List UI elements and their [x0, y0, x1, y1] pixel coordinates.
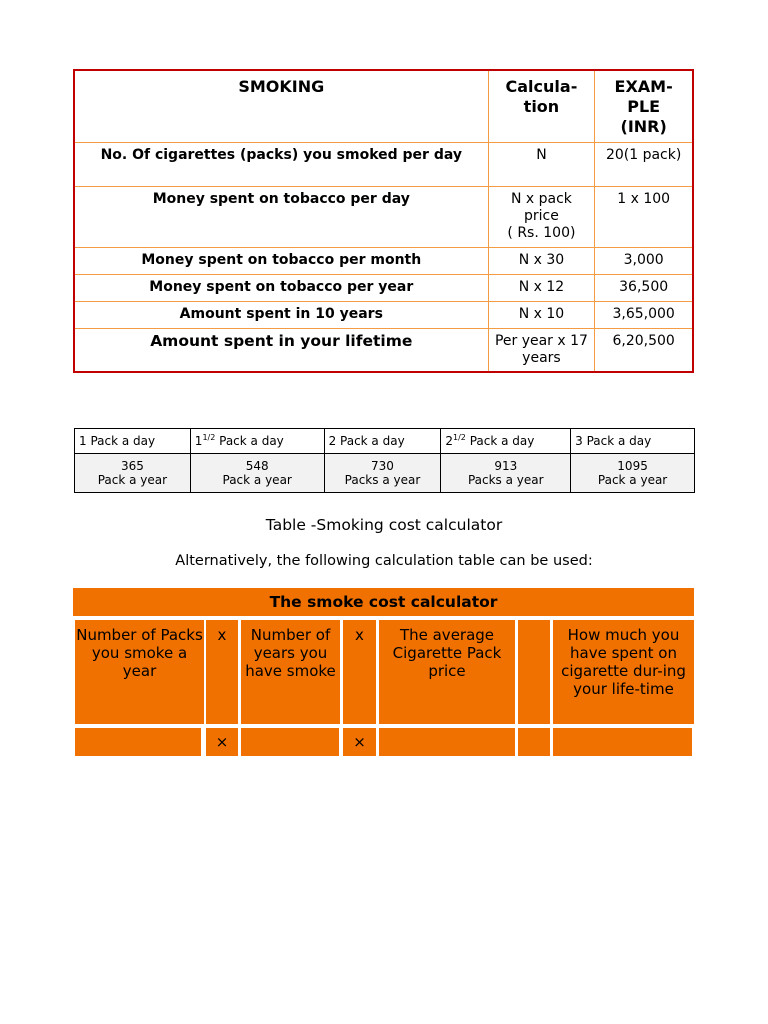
row-label: Money spent on tobacco per day — [74, 186, 488, 247]
row-calc: N — [488, 142, 595, 186]
pack-price-input[interactable] — [379, 728, 515, 756]
packs-value-unit: Pack a year — [222, 473, 292, 487]
header-smoking: SMOKING — [74, 70, 488, 142]
row-calc: Per year x 17 years — [488, 328, 595, 372]
packs-value — [324, 454, 441, 493]
packs-value — [441, 454, 571, 493]
packs-value-num: 548 — [245, 459, 269, 473]
row-calc — [488, 186, 595, 247]
total-spent-label: How much you have spent on cigarette dur-ing your life-time — [553, 620, 694, 724]
years-smoked-label: Number of years you have smoke — [241, 620, 340, 724]
row-label: Money spent on tobacco per month — [74, 247, 488, 274]
packs-value — [571, 454, 695, 493]
packs-value — [75, 454, 191, 493]
packs-header-text: Pack a day — [465, 434, 535, 448]
multiply-operator: × — [343, 728, 376, 756]
packs-per-year-table — [74, 428, 695, 493]
packs-header — [571, 429, 695, 454]
packs-value-num: 913 — [494, 459, 518, 473]
pack-price-label: The average Cigarette Pack price — [379, 620, 515, 724]
packs-value-num: 730 — [371, 459, 394, 473]
calculator-input-row — [73, 728, 694, 756]
packs-value-unit: Packs a year — [467, 473, 544, 487]
packs-value-unit: Pack a year — [597, 473, 668, 487]
packs-header-text: 1 Pack a day — [79, 434, 156, 448]
packs-per-year-input[interactable] — [75, 728, 201, 756]
packs-value-unit: Packs a year — [344, 473, 421, 487]
row-example: 3,65,000 — [595, 301, 693, 328]
smoking-cost-table — [73, 69, 694, 373]
multiply-operator: x — [206, 620, 238, 724]
row-calc: N x 30 — [488, 247, 595, 274]
packs-header-fraction: 1/2 — [453, 433, 466, 442]
row-calc-text: N x pack price ( Rs. 100) — [507, 190, 576, 241]
row-label: No. Of cigarettes (packs) you smoked per day — [74, 142, 488, 186]
row-label: Amount spent in your lifetime — [74, 328, 488, 372]
packs-header-text: 3 Pack a day — [575, 434, 652, 448]
packs-header-fraction: 1/2 — [202, 433, 216, 442]
packs-header-num: 2 — [445, 434, 454, 448]
packs-header — [75, 429, 191, 454]
total-spent-output[interactable] — [553, 728, 692, 756]
equals-operator — [518, 728, 550, 756]
calculator-title: The smoke cost calculator — [73, 588, 694, 616]
packs-header-num: 1 — [194, 434, 203, 448]
header-calculation-text: Calcula- tion — [505, 77, 578, 116]
alternative-text: Alternatively, the following calculation table can be used: — [175, 553, 593, 569]
row-example: 36,500 — [595, 274, 693, 301]
multiply-operator: x — [343, 620, 376, 724]
packs-header — [324, 429, 441, 454]
packs-per-year-label: Number of Packs you smoke a year — [75, 620, 204, 724]
packs-header — [441, 429, 571, 454]
row-example: 3,000 — [595, 247, 693, 274]
row-calc: N x 10 — [488, 301, 595, 328]
row-label: Money spent on tobacco per year — [74, 274, 488, 301]
packs-value — [190, 454, 324, 493]
table-caption: Table -Smoking cost calculator — [265, 516, 503, 534]
packs-value-unit: Pack a year — [97, 473, 168, 487]
row-calc: N x 12 — [488, 274, 595, 301]
header-calculation — [488, 70, 595, 142]
years-smoked-input[interactable] — [241, 728, 339, 756]
smoke-cost-calculator — [73, 588, 694, 756]
packs-value-num: 365 — [120, 459, 144, 473]
row-example: 6,20,500 — [595, 328, 693, 372]
header-example — [595, 70, 693, 142]
packs-value-num: 1095 — [617, 459, 648, 473]
packs-header-text: Pack a day — [215, 434, 284, 448]
header-example-text: EXAM- PLE (INR) — [614, 77, 673, 136]
row-example: 20(1 pack) — [595, 142, 693, 186]
multiply-operator: × — [206, 728, 238, 756]
packs-header — [190, 429, 324, 454]
packs-header-text: 2 Pack a day — [328, 434, 405, 448]
calculator-label-row — [73, 620, 694, 724]
equals-operator — [518, 620, 550, 724]
row-example: 1 x 100 — [595, 186, 693, 247]
row-label: Amount spent in 10 years — [74, 301, 488, 328]
